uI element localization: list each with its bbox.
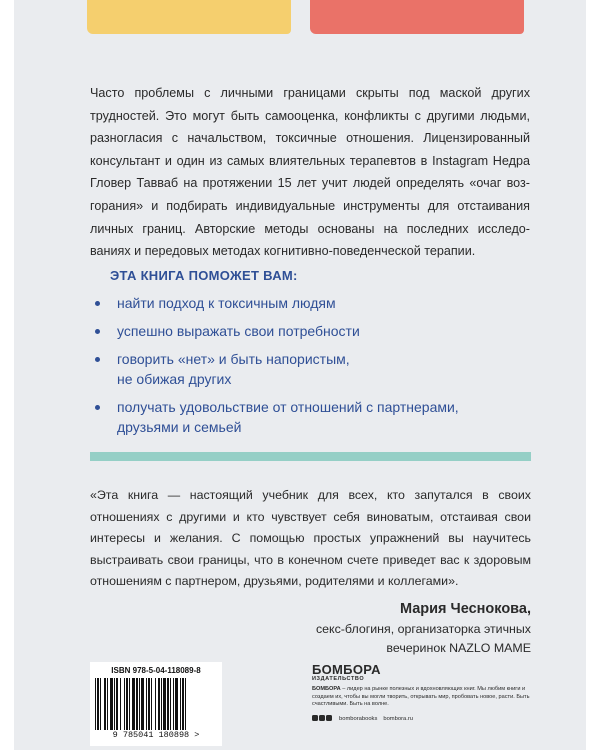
author-name: Мария Чеснокова, bbox=[399, 601, 531, 617]
list-item-text: успешно выражать свои потребности bbox=[117, 323, 360, 339]
publisher-subtitle: ИЗДАТЕЛЬСТВО bbox=[312, 676, 365, 682]
list-item-text: найти подход к токсичным людям bbox=[117, 295, 336, 311]
bullet-icon bbox=[95, 357, 100, 362]
author-role-line2: вечеринок NAZLO MAME bbox=[386, 640, 531, 655]
helps-list bbox=[90, 293, 530, 445]
barcode-digits: 9 785041 180898 > bbox=[112, 730, 200, 740]
helps-heading: ЭТА КНИГА ПОМОЖЕТ ВАМ: bbox=[110, 268, 298, 283]
barcode-box bbox=[90, 662, 222, 746]
book-back-cover bbox=[14, 0, 586, 750]
list-item-text-cont: друзьями и семьей bbox=[117, 419, 242, 435]
list-item bbox=[90, 349, 530, 389]
quote-text: «Эта книга — настоящий учебник для всех, кто запутался в своих отношениях с другими и кто чувствует себя виноватым, отстаивая свои интересы и желания. С помощью простых упражнений вы научитесь выстраивать свои границы, что в конечном счете приведет вас к здоровым отношениям с партнером, друзьями, родителями и коллегами». bbox=[90, 488, 531, 589]
telegram-icon bbox=[326, 715, 332, 721]
coral-color-swatch bbox=[310, 0, 524, 34]
vk-icon bbox=[312, 715, 318, 721]
bullet-icon bbox=[95, 329, 100, 334]
quote-block bbox=[90, 485, 531, 593]
yellow-color-swatch bbox=[87, 0, 291, 34]
publisher-brand: БОМБОРА bbox=[312, 686, 341, 692]
list-item-text: говорить «нет» и быть напористым, bbox=[117, 351, 350, 367]
instagram-icon bbox=[319, 715, 325, 721]
isbn-text: ISBN 978-5-04-118089-8 bbox=[111, 666, 201, 675]
list-item bbox=[90, 293, 530, 313]
publisher-website[interactable]: bombora.ru bbox=[383, 715, 414, 722]
list-item bbox=[90, 321, 530, 341]
intro-paragraph bbox=[90, 82, 530, 263]
publisher-links bbox=[312, 715, 530, 723]
social-handle[interactable]: bomborabooks bbox=[339, 715, 378, 722]
social-icons bbox=[312, 715, 333, 723]
list-item-text-cont: не обижая других bbox=[117, 371, 232, 387]
teal-divider bbox=[90, 452, 531, 461]
list-item-text: получать удовольствие от отношений с партнерами, bbox=[117, 399, 459, 415]
bullet-icon bbox=[95, 405, 100, 410]
quote-author bbox=[316, 598, 531, 657]
publisher-description bbox=[312, 686, 530, 709]
intro-text: Часто проблемы с личными границами скрыты под маской других трудностей. Это могут быть самооценка, конфликты с другими людьми, разногласия с начальством, токсичные отношения. Лицензированный консультант и один из самых влиятельных терапевтов в Instagram Недра Гловер Тавваб на протяжении 15 лет учит людей определять «очаг воз-горания» и подбирать индивидуальные инструменты для отстаивания личных границ. Авторские методы основаны на последних исследо-ваниях и передовых методах когнитивно-поведенческой терапии. bbox=[90, 86, 530, 259]
bullet-icon bbox=[95, 301, 100, 306]
publisher-block bbox=[312, 662, 530, 723]
barcode-icon bbox=[95, 678, 217, 730]
publisher-description-text: – лидер на рынке полезных и вдохновляющих книг. Мы любим книги и создаем их, чтобы вы могли творить, открывать мир, пробовать новое, расти. Быть счастливыми. Быть на волне. bbox=[312, 686, 530, 708]
publisher-logo: БОМБОРА bbox=[312, 662, 381, 677]
author-role-line1: секс-блогиня, организаторка этичных bbox=[315, 622, 531, 636]
list-item bbox=[90, 397, 530, 437]
